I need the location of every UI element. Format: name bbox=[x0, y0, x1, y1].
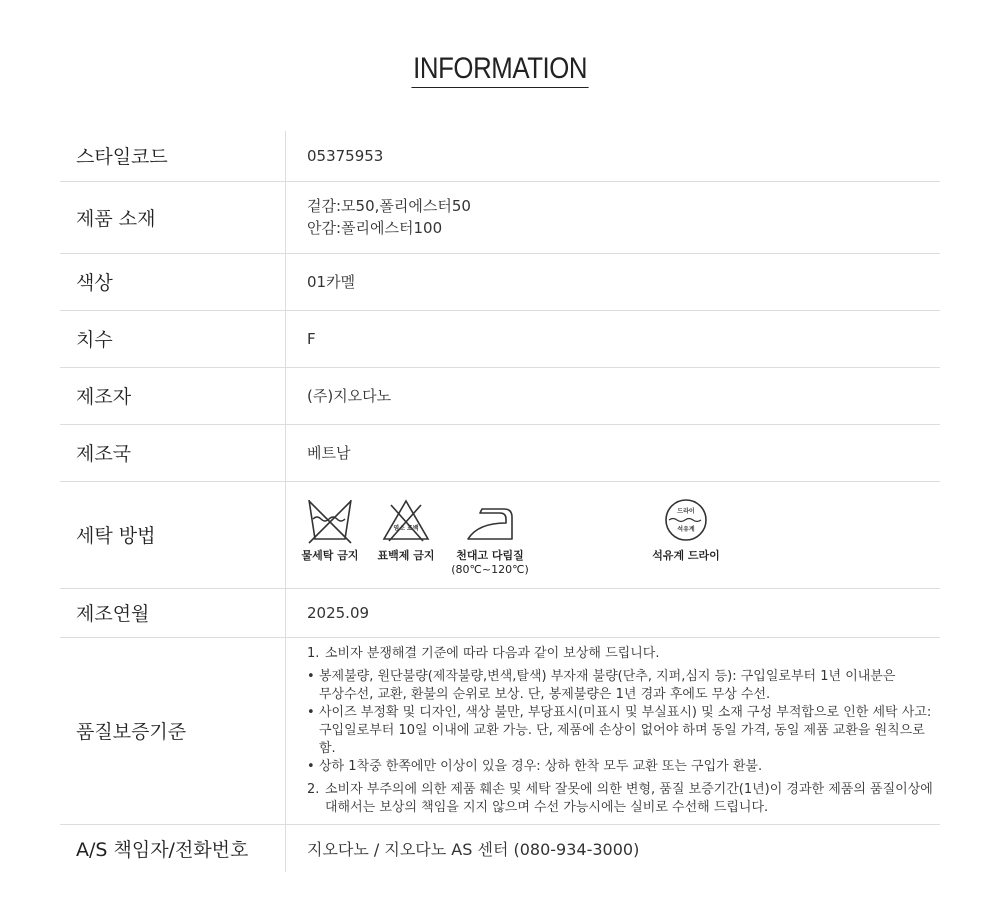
row-maker bbox=[60, 367, 940, 424]
care-no-wash bbox=[290, 497, 370, 563]
care-icons bbox=[290, 483, 939, 587]
row-quality bbox=[60, 637, 940, 824]
maker-label: 제조자 bbox=[60, 367, 286, 424]
quality-num-2: 2. bbox=[307, 781, 320, 797]
color-label: 색상 bbox=[60, 253, 286, 310]
row-size bbox=[60, 310, 940, 367]
quality-bullet-1-b: 무상수선, 교환, 환불의 순위로 보상. 단, 봉제불량은 1년 경과 후에도 무상 수선. bbox=[319, 686, 771, 702]
care-caption-no-wash: 물세탁 금지 bbox=[301, 548, 359, 562]
quality-bullet-1-body bbox=[319, 668, 895, 704]
country-value: 베트남 bbox=[286, 424, 941, 481]
color-value: 01카멜 bbox=[286, 253, 941, 310]
row-date bbox=[60, 588, 940, 637]
washing-label: 세탁 방법 bbox=[60, 481, 286, 588]
maker-value: (주)지오다노 bbox=[286, 367, 941, 424]
material-value bbox=[286, 181, 941, 253]
care-dry-clean bbox=[636, 497, 736, 563]
quality-list bbox=[307, 645, 939, 817]
quality-label: 품질보증기준 bbox=[60, 637, 286, 824]
quality-item-2-body bbox=[325, 781, 933, 817]
row-country bbox=[60, 424, 940, 481]
quality-bullet-2-body bbox=[319, 704, 939, 758]
quality-num-1: 1. bbox=[307, 645, 320, 661]
date-label: 제조연월 bbox=[60, 588, 286, 637]
care-subcaption-iron: (80℃~120℃) bbox=[451, 562, 529, 576]
quality-item-1 bbox=[307, 645, 939, 663]
quality-bullet-2 bbox=[307, 704, 939, 758]
country-label: 제조국 bbox=[60, 424, 286, 481]
style-code-value: 05375953 bbox=[286, 131, 941, 181]
petroleum-dry-clean-icon bbox=[663, 497, 709, 543]
size-label: 치수 bbox=[60, 310, 286, 367]
size-value: F bbox=[286, 310, 941, 367]
dry-inner-bottom: 석유계 bbox=[677, 525, 695, 533]
quality-bullet-2-b: 구입일로부터 10일 이내에 교환 가능. 단, 제품에 손상이 없어야 하며 동일 가격, 동일 제품 교환을 원칙으로 함. bbox=[319, 722, 925, 756]
quality-item-2 bbox=[307, 781, 939, 817]
quality-bullet-1 bbox=[307, 668, 939, 704]
care-caption-no-bleach: 표백제 금지 bbox=[377, 548, 435, 562]
bullet-mark: • bbox=[307, 758, 315, 774]
quality-bullet-3 bbox=[307, 758, 939, 776]
no-bleach-icon bbox=[381, 497, 431, 545]
quality-item-2-b: 대해서는 보상의 책임을 지지 않으며 수선 가능시에는 실비로 수선해 드립니다. bbox=[325, 799, 769, 815]
material-line-outer: 겉감:모50,폴리에스터50 bbox=[307, 197, 471, 215]
row-color bbox=[60, 253, 940, 310]
care-caption-dry-clean: 석유계 드라이 bbox=[652, 548, 720, 562]
dry-inner-top: 드라이 bbox=[677, 507, 695, 515]
title-wrap bbox=[0, 52, 1000, 88]
row-style-code bbox=[60, 131, 940, 181]
no-water-wash-icon bbox=[306, 497, 354, 545]
material-label: 제품 소재 bbox=[60, 181, 286, 253]
care-no-bleach bbox=[370, 497, 442, 563]
info-table bbox=[60, 131, 940, 872]
style-code-label: 스타일코드 bbox=[60, 131, 286, 181]
iron-icon bbox=[462, 497, 518, 545]
care-caption-iron: 천대고 다림질 bbox=[456, 548, 524, 562]
care-iron bbox=[442, 497, 538, 577]
washing-value bbox=[286, 481, 941, 588]
bullet-mark: • bbox=[307, 668, 315, 684]
as-label: A/S 책임자/전화번호 bbox=[60, 824, 286, 872]
row-as bbox=[60, 824, 940, 872]
row-washing bbox=[60, 481, 940, 588]
bleach-inner-text: 염소 표백 bbox=[393, 524, 419, 532]
date-value: 2025.09 bbox=[286, 588, 941, 637]
row-material bbox=[60, 181, 940, 253]
material-line-lining: 안감:폴리에스터100 bbox=[307, 219, 443, 237]
page-title: INFORMATION bbox=[411, 52, 588, 88]
quality-item-1-text: 소비자 분쟁해결 기준에 따라 다음과 같이 보상해 드립니다. bbox=[325, 645, 660, 661]
bullet-mark: • bbox=[307, 704, 315, 720]
quality-bullet-1-a: 봉제불량, 원단불량(제작불량,변색,탈색) 부자재 불량(단추, 지퍼,심지 등): 구입일로부터 1년 이내분은 bbox=[319, 668, 896, 684]
quality-value bbox=[286, 637, 941, 824]
quality-bullet-3-text: 상하 1착중 한쪽에만 이상이 있을 경우: 상하 한착 모두 교환 또는 구입가 환불. bbox=[319, 758, 763, 774]
quality-bullet-2-a: 사이즈 부정확 및 디자인, 색상 불만, 부당표시(미표시 및 부실표시) 및 소재 구성 부적합으로 인한 세탁 사고: bbox=[319, 704, 932, 720]
quality-item-2-a: 소비자 부주의에 의한 제품 훼손 및 세탁 잘못에 의한 변형, 품질 보증기간(1년)이 경과한 제품의 품질이상에 bbox=[325, 781, 933, 797]
as-value: 지오다노 / 지오다노 AS 센터 (080-934-3000) bbox=[307, 839, 640, 859]
